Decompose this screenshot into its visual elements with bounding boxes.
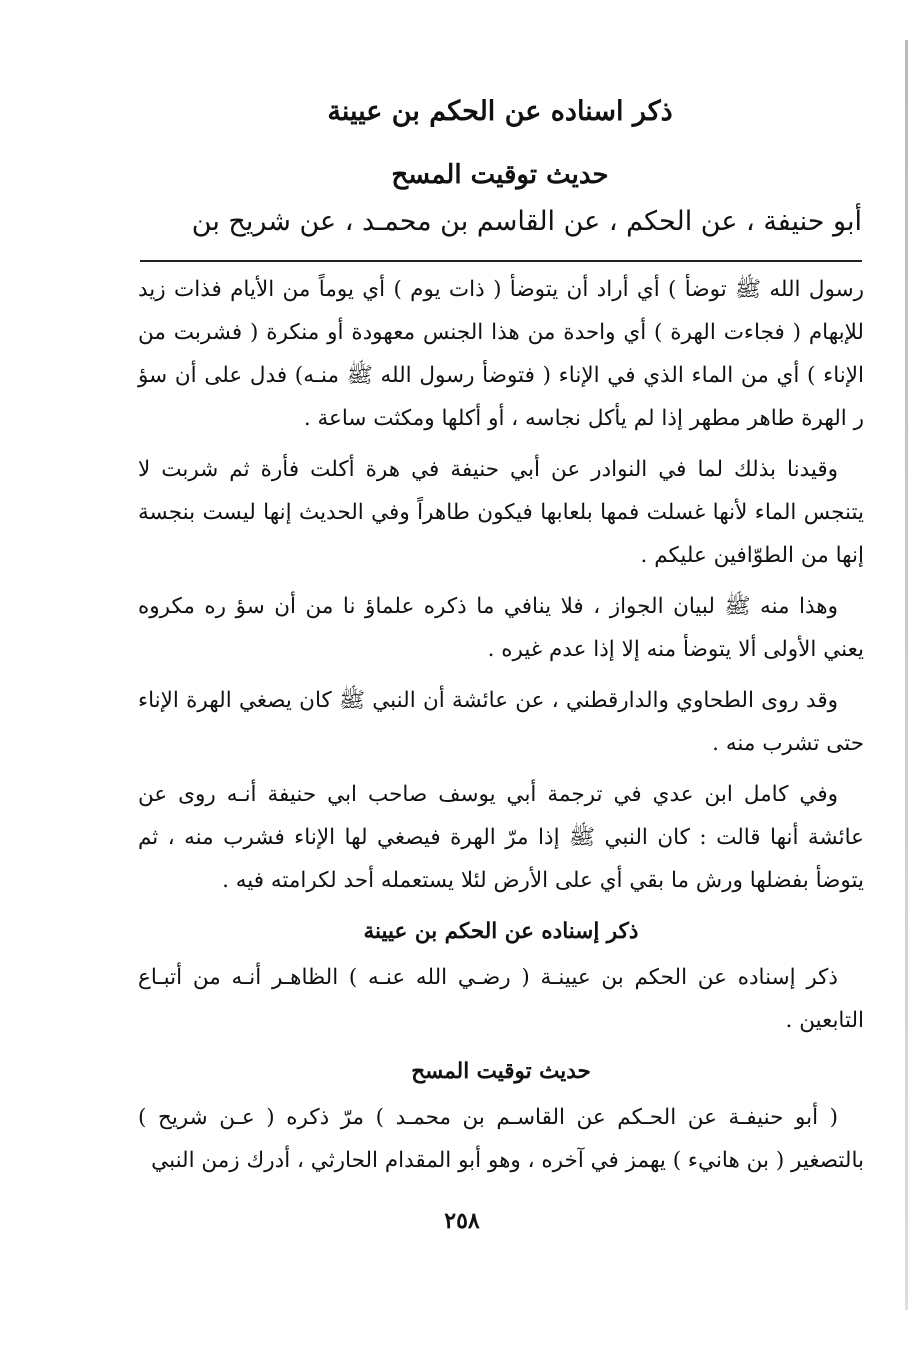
commentary-paragraph: ذكر إسناده عن الحكم بن عيينـة ( رضـي الله عنـه ) الظاهـر أنـه من أتبـاع التابعين . (138, 965, 864, 1033)
commentary-heading: ذكر إسناده عن الحكم بن عيينة (363, 919, 639, 944)
commentary (138, 268, 864, 1190)
page-number: ٢٥٨ (444, 1208, 480, 1234)
page-edge-shadow (905, 40, 908, 1310)
hadith-title: حديث توقيت المسح (391, 160, 609, 190)
commentary-paragraph: رسول الله ﷺ توضأ ) أي أراد أن يتوضأ ( ذات يوم ) أي يوماً من الأيام فذات زيد للإبهام ( فجاءت الهرة ) أي واحدة من هذا الجنس معهودة أو منكرة ( فشربت من الإناء ) أي من الماء الذي في الإناء ( فتوضأ رسول الله ﷺ منـه) فدل على أن سؤ ر الهرة طاهر مطهر إذا لم يأكل نجاسه ، أو أكلها ومكثت ساعة . (138, 277, 864, 431)
commentary-paragraph: وفي كامل ابن عدي في ترجمة أبي يوسف صاحب ابي حنيفة أنـه روى عن عائشة أنها قالت : كان النبي ﷺ إذا مرّ الهرة فيصغي لها الإناء فشرب منه ، ثم يتوضأ بفضلها ورش ما بقي أي على الأرض لئلا يستعمله أحد لكرامته فيه . (138, 782, 864, 893)
commentary-heading: حديث توقيت المسح (411, 1059, 591, 1084)
divider-line (140, 260, 862, 262)
commentary-paragraph: ( أبو حنيفـة عن الحـكم عن القاسـم بن محمـد ) مرّ ذكره ( عـن شريح ) بالتصغير ( بن هانيء ) يهمز في آخره ، وهو أبو المقدام الحارثي ، أدرك زمن النبي (138, 1105, 864, 1173)
commentary-paragraph: وقيدنا بذلك لما في النوادر عن أبي حنيفة في هرة أكلت فأرة ثم شربت لا يتنجس الماء لأنها غسلت فمها بلعابها فيكون طاهراً وفي الحديث إنها ليست بنجسة إنها من الطوّافين عليكم . (138, 457, 864, 568)
section-title: ذكر اسناده عن الحكم بن عيينة (327, 96, 673, 127)
hadith-text: أبو حنيفة ، عن الحكم ، عن القاسم بن محمـد ، عن شريح بن (191, 206, 862, 237)
commentary-paragraph: وقد روى الطحاوي والدارقطني ، عن عائشة أن النبي ﷺ كان يصغي الهرة الإناء حتى تشرب منه . (138, 688, 864, 756)
commentary-paragraph: وهذا منه ﷺ لبيان الجواز ، فلا ينافي ما ذكره علماؤ نا من أن سؤ ره مكروه يعني الأولى ألا يتوضأ منه إلا إذا عدم غيره . (138, 594, 864, 662)
